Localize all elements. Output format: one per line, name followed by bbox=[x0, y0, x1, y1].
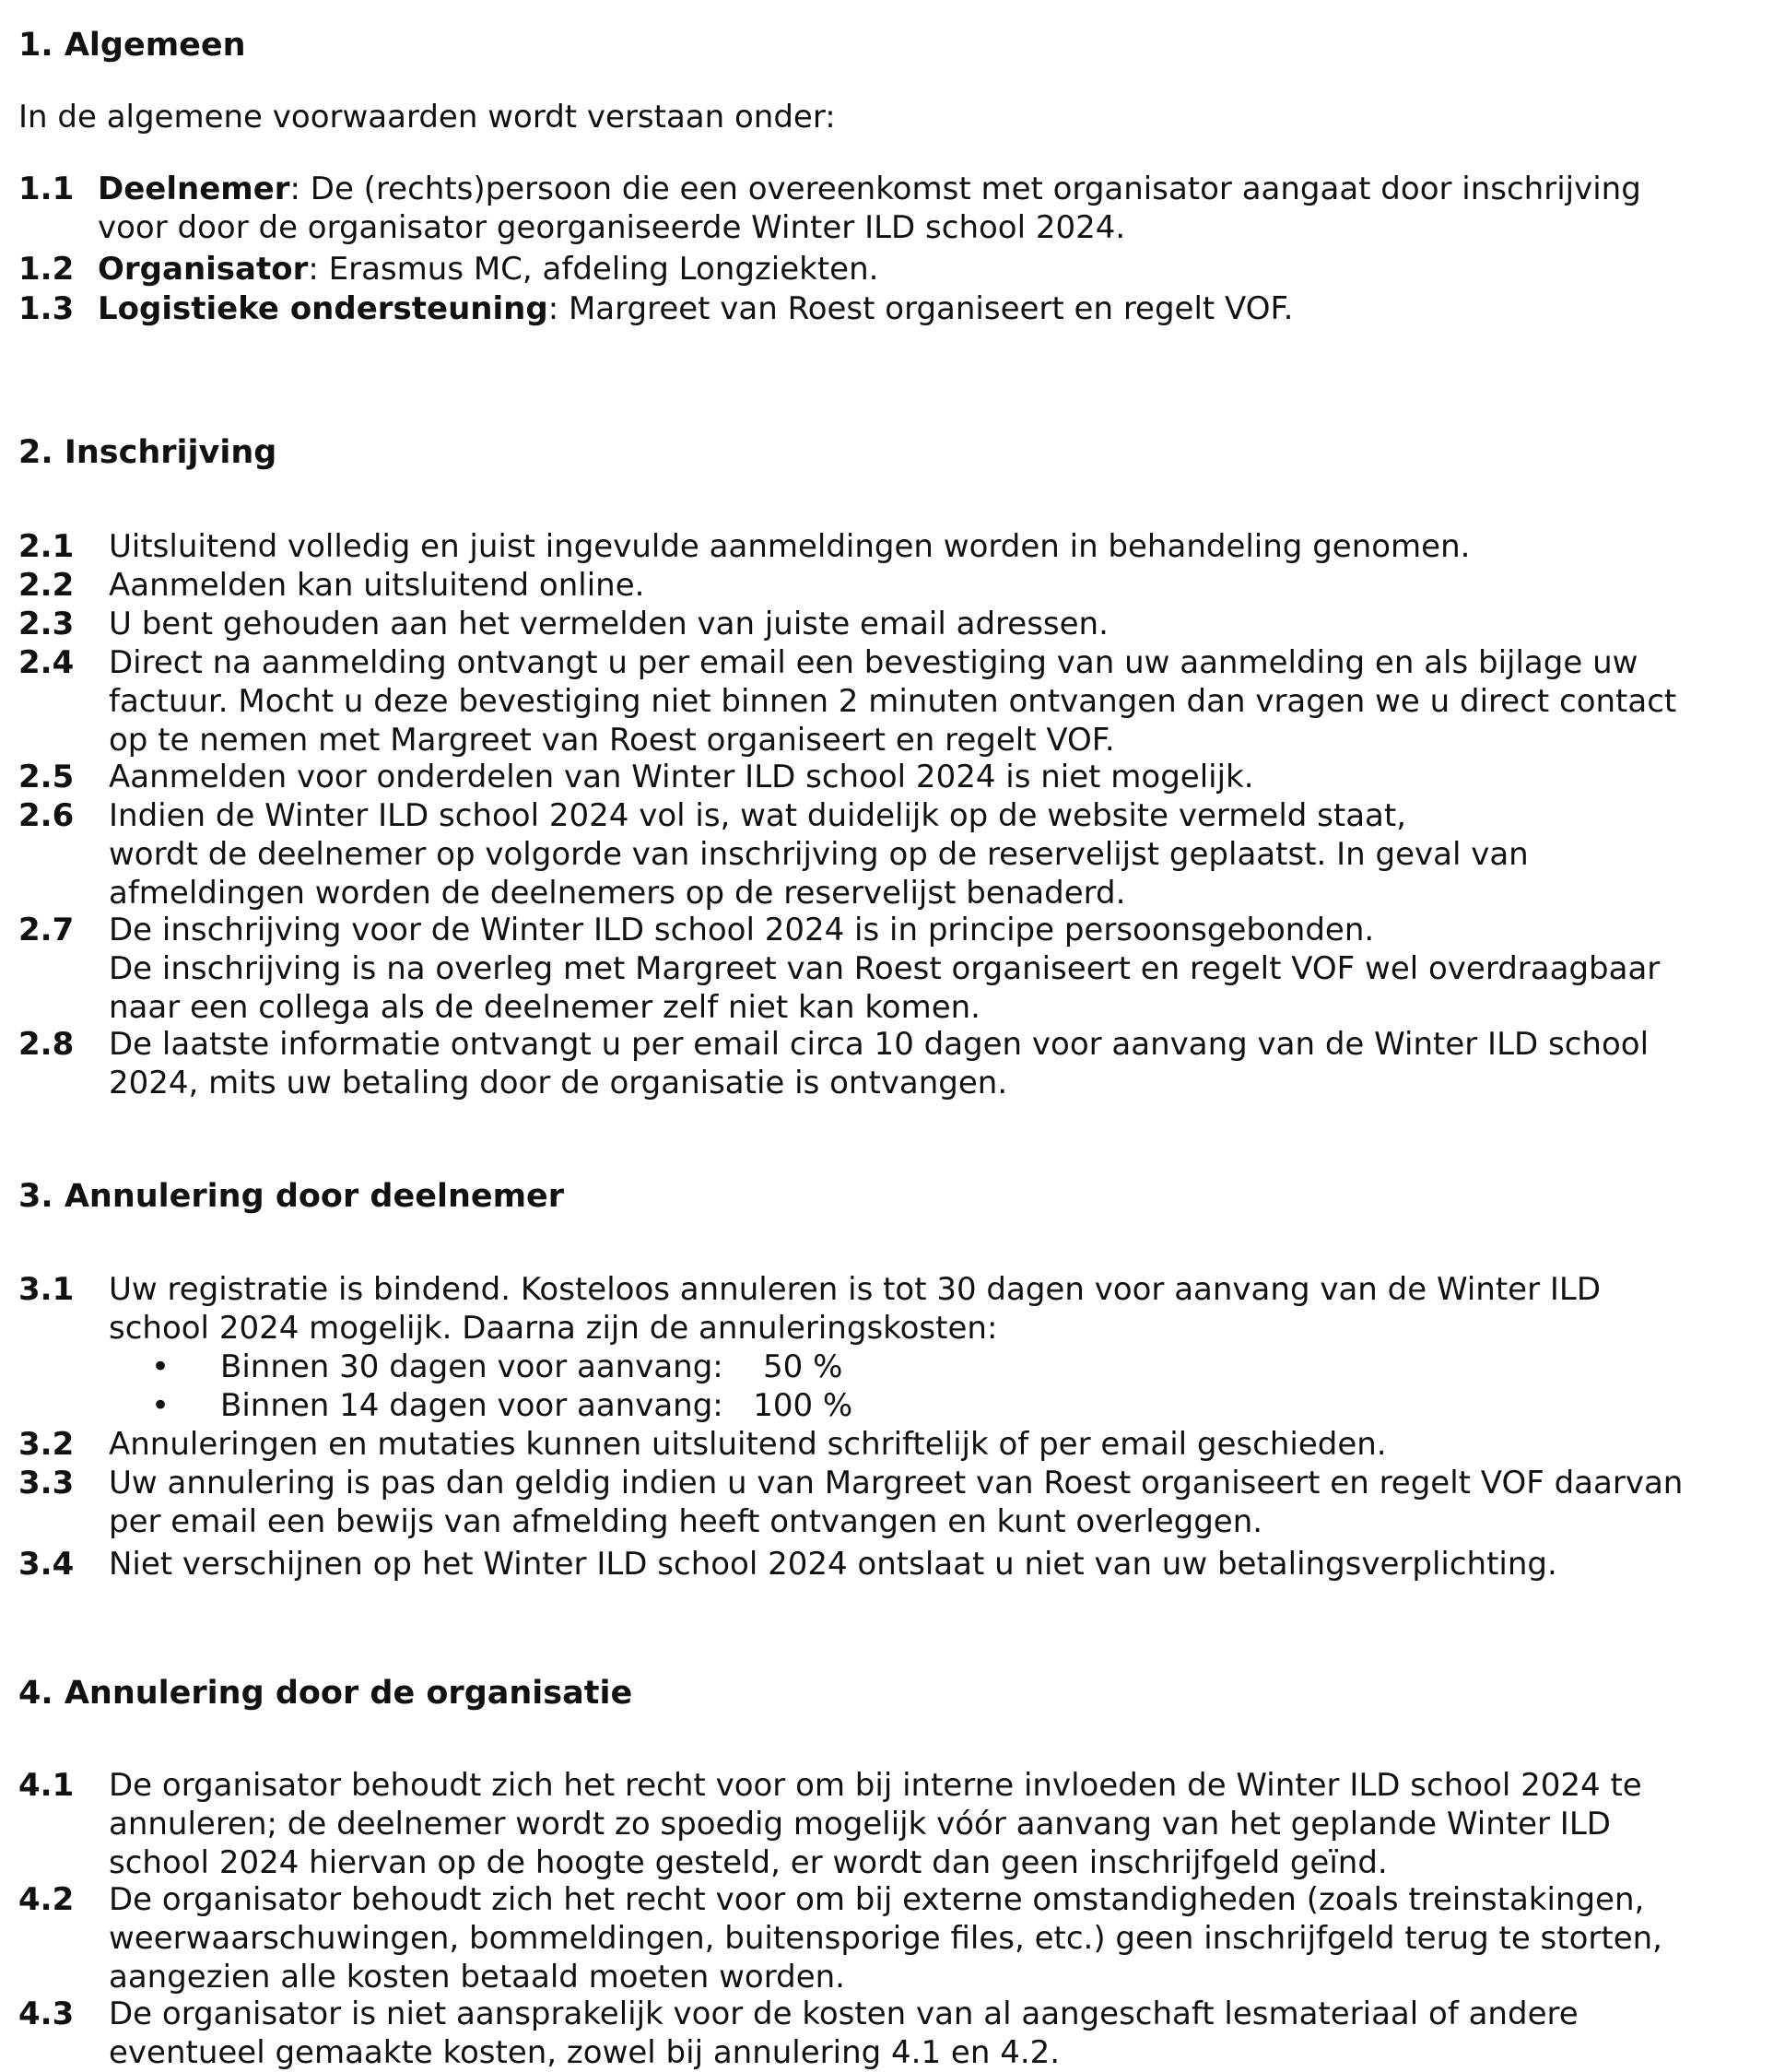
item-line: wordt de deelnemer op volgorde van inschrijving op de reservelijst geplaatst. In geval van bbox=[109, 836, 1529, 873]
item-line: factuur. Mocht u deze bevestiging niet binnen 2 minuten ontvangen dan vragen we u direct contact bbox=[109, 683, 1677, 720]
item-line: Niet verschijnen op het Winter ILD school 2024 ontslaat u niet van uw betalingsverplichting. bbox=[109, 1546, 1557, 1583]
item-text bbox=[18, 250, 1751, 288]
bullet-value: 100 % bbox=[753, 1387, 853, 1424]
item-line: De organisator behoudt zich het recht voor om bij externe omstandigheden (zoals treinstakingen, bbox=[109, 1881, 1645, 1918]
item-line: Uw registratie is bindend. Kosteloos annuleren is tot 30 dagen voor aanvang van de Winter ILD bbox=[109, 1271, 1602, 1308]
item-line: annuleren; de deelnemer wordt zo spoedig mogelijk vóór aanvang van het geplande Winter ILD bbox=[109, 1806, 1611, 1842]
section-4-heading: 4. Annulering door de organisatie bbox=[18, 1675, 633, 1712]
item-line: De inschrijving voor de Winter ILD school 2024 is in principe persoonsgebonden. bbox=[109, 912, 1375, 948]
definition-item bbox=[18, 250, 1751, 288]
item-number: 4.1 bbox=[18, 1767, 75, 1804]
bullet-label: Binnen 30 dagen voor aanvang: bbox=[220, 1348, 723, 1385]
clause-item bbox=[18, 1025, 1751, 1102]
item-line: Uitsluitend volledig en juist ingevulde aanmeldingen worden in behandeling genomen. bbox=[109, 528, 1471, 565]
item-number: 1.2 bbox=[18, 251, 75, 288]
definition-text: : De (rechts)persoon die een overeenkomst met organisator aangaat door inschrijving bbox=[289, 171, 1641, 207]
item-line: U bent gehouden aan het vermelden van juiste email adressen. bbox=[109, 606, 1109, 642]
item-number: 4.3 bbox=[18, 1995, 75, 2032]
clause-item bbox=[18, 758, 1751, 796]
item-line: Aanmelden voor onderdelen van Winter ILD school 2024 is niet mogelijk. bbox=[109, 759, 1254, 795]
item-text bbox=[18, 170, 1751, 247]
item-line: eventueel gemaakte kosten, zowel bij annulering 4.1 en 4.2. bbox=[109, 2034, 1061, 2071]
item-line: Annuleringen en mutaties kunnen uitsluitend schriftelijk of per email geschieden. bbox=[109, 1426, 1387, 1463]
item-line: De organisator is niet aansprakelijk voor de kosten van al aangeschaft lesmateriaal of andere bbox=[109, 1995, 1579, 2032]
item-text bbox=[18, 289, 1751, 328]
clause-item bbox=[18, 1995, 1751, 2072]
clause-item bbox=[18, 1880, 1751, 1996]
clause-item bbox=[18, 566, 1751, 605]
item-number: 2.7 bbox=[18, 912, 75, 948]
item-line: Aanmelden kan uitsluitend online. bbox=[109, 567, 645, 604]
item-line: afmeldingen worden de deelnemers op de reservelijst benaderd. bbox=[109, 875, 1126, 912]
item-number: 2.2 bbox=[18, 567, 75, 604]
clause-item bbox=[18, 796, 1751, 912]
item-line: school 2024 mogelijk. Daarna zijn de annuleringskosten: bbox=[109, 1310, 998, 1347]
clause-item bbox=[18, 1766, 1751, 1882]
clause-item bbox=[18, 643, 1751, 759]
item-number: 3.3 bbox=[18, 1465, 75, 1501]
item-line: De organisator behoudt zich het recht voor om bij interne invloeden de Winter ILD school 2024 te bbox=[109, 1767, 1642, 1804]
bullet-icon: • bbox=[151, 1387, 170, 1424]
item-line: weerwaarschuwingen, bommeldingen, buitensporige files, etc.) geen inschrijfgeld terug te storten, bbox=[109, 1920, 1662, 1957]
clause-item bbox=[18, 1425, 1751, 1464]
item-line: naar een collega als de deelnemer zelf niet kan komen. bbox=[109, 989, 980, 1026]
item-line: per email een bewijs van afmelding heeft ontvangen en kunt overleggen. bbox=[109, 1503, 1263, 1540]
item-line: school 2024 hiervan op de hoogte gesteld, er wordt dan geen inschrijfgeld geïnd. bbox=[109, 1844, 1388, 1881]
item-number: 3.2 bbox=[18, 1426, 75, 1463]
bullet-icon: • bbox=[151, 1348, 170, 1385]
term-deelnemer: Deelnemer bbox=[98, 171, 290, 207]
bullet-label: Binnen 14 dagen voor aanvang: bbox=[220, 1387, 723, 1424]
definition-text-cont: voor door de organisator georganiseerde Winter ILD school 2024. bbox=[98, 209, 1126, 246]
clause-item bbox=[18, 1270, 1751, 1348]
section-1-heading: 1. Algemeen bbox=[18, 27, 246, 64]
section-2-heading: 2. Inschrijving bbox=[18, 434, 277, 471]
item-line: Indien de Winter ILD school 2024 vol is, wat duidelijk op de website vermeld staat, bbox=[109, 797, 1407, 834]
definition-item bbox=[18, 289, 1751, 328]
item-number: 2.6 bbox=[18, 797, 75, 834]
item-number: 3.1 bbox=[18, 1271, 75, 1308]
item-number: 1.1 bbox=[18, 171, 75, 207]
item-line: 2024, mits uw betaling door de organisatie is ontvangen. bbox=[109, 1065, 1008, 1101]
clause-item bbox=[18, 911, 1751, 1027]
clause-item bbox=[18, 527, 1751, 566]
definition-item bbox=[18, 170, 1751, 247]
item-line: De inschrijving is na overleg met Margreet van Roest organiseert en regelt VOF wel overdraagbaar bbox=[109, 950, 1661, 987]
clause-item bbox=[18, 1545, 1751, 1583]
item-number: 2.8 bbox=[18, 1026, 75, 1063]
item-number: 2.4 bbox=[18, 644, 75, 681]
item-number: 2.5 bbox=[18, 759, 75, 795]
definition-text: : Margreet van Roest organiseert en regelt VOF. bbox=[547, 290, 1294, 327]
item-line: op te nemen met Margreet van Roest organiseert en regelt VOF. bbox=[109, 722, 1115, 759]
item-number: 4.2 bbox=[18, 1881, 75, 1918]
term-logistieke-ondersteuning: Logistieke ondersteuning bbox=[98, 290, 548, 327]
item-number: 2.1 bbox=[18, 528, 75, 565]
item-line: aangezien alle kosten betaald moeten worden. bbox=[109, 1959, 845, 1995]
definition-text: : Erasmus MC, afdeling Longziekten. bbox=[308, 251, 879, 288]
clause-item bbox=[18, 1464, 1751, 1541]
term-organisator: Organisator bbox=[98, 251, 309, 288]
item-number: 3.4 bbox=[18, 1546, 75, 1583]
item-line: Uw annulering is pas dan geldig indien u van Margreet van Roest organiseert en regelt VOF daarvan bbox=[109, 1465, 1684, 1501]
item-line: De laatste informatie ontvangt u per email circa 10 dagen voor aanvang van de Winter ILD school bbox=[109, 1026, 1650, 1063]
item-number: 1.3 bbox=[18, 290, 75, 327]
bullet-value: 50 % bbox=[763, 1348, 843, 1385]
section-3-heading: 3. Annulering door deelnemer bbox=[18, 1178, 565, 1215]
section-1-intro: In de algemene voorwaarden wordt verstaan onder: bbox=[18, 99, 836, 135]
item-number: 2.3 bbox=[18, 606, 75, 642]
clause-item bbox=[18, 605, 1751, 643]
item-line: Direct na aanmelding ontvangt u per email een bevestiging van uw aanmelding en als bijlage uw bbox=[109, 644, 1638, 681]
